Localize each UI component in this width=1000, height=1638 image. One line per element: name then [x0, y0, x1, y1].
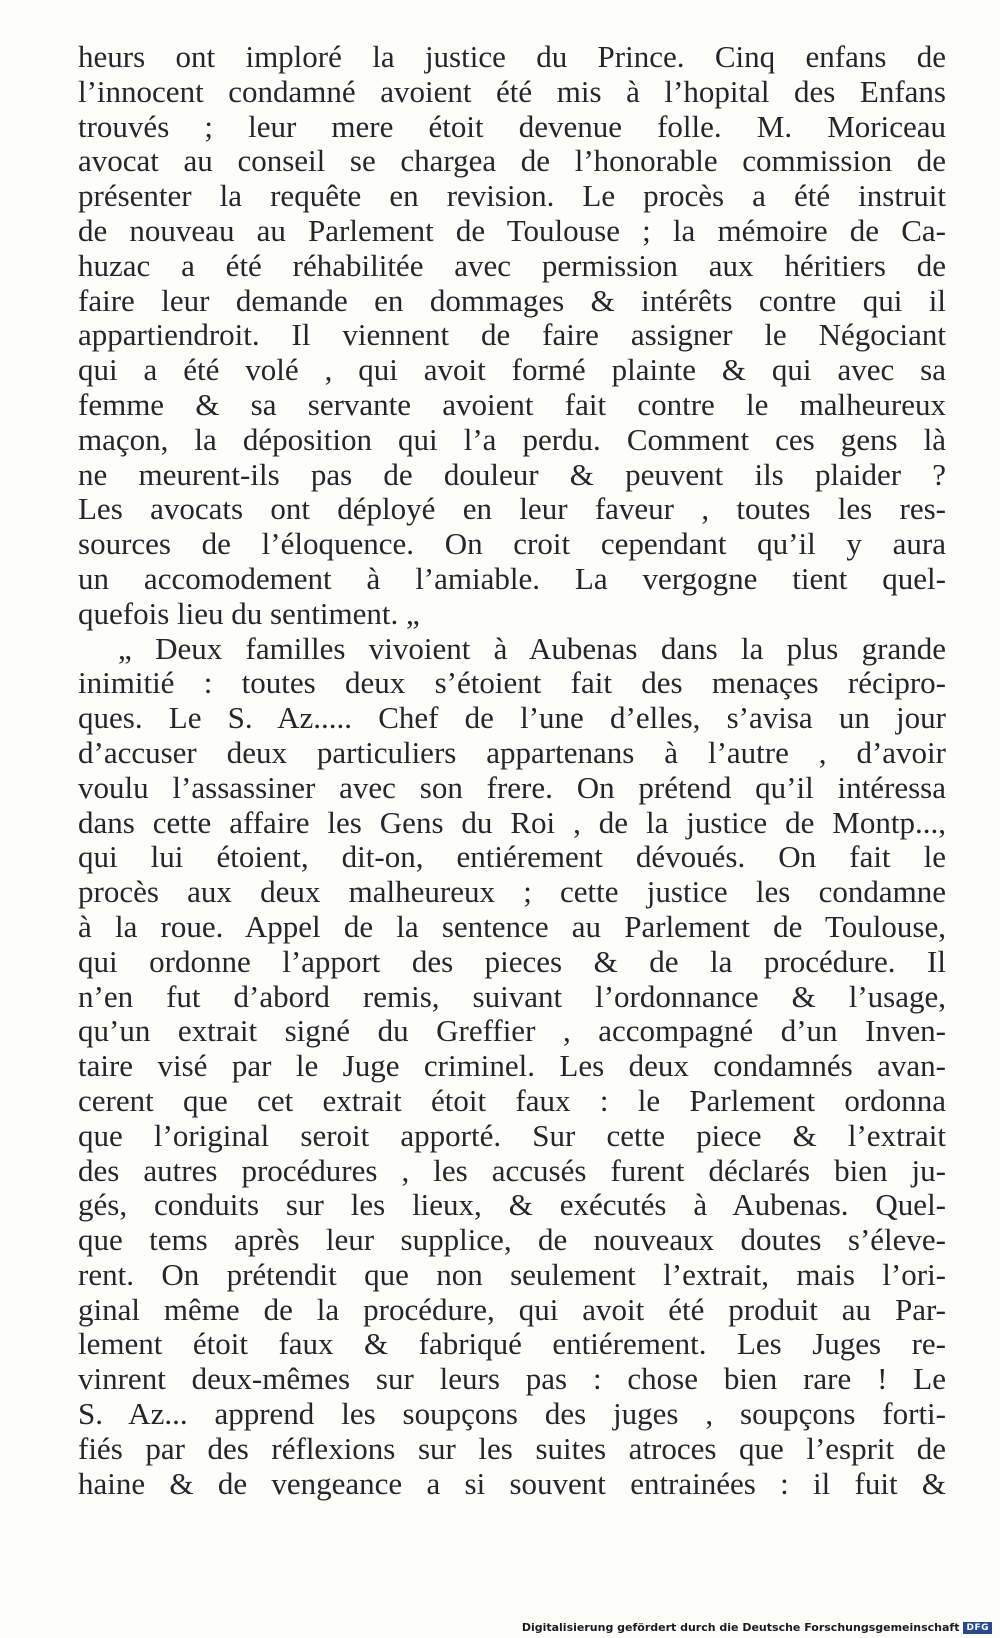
page-text	[78, 40, 946, 1501]
text-line: maçon, la déposition qui l’a perdu. Comment ces gens là	[78, 422, 946, 457]
text-line: n’en fut d’abord remis, suivant l’ordonnance & l’usage,	[78, 979, 946, 1014]
text-line: des autres procédures , les accusés furent déclarés bien ju-	[78, 1153, 946, 1188]
text-line: sources de l’éloquence. On croit cependant qu’il y aura	[78, 527, 946, 562]
text-line: quefois lieu du sentiment. „	[78, 596, 420, 631]
text-line: inimitié : toutes deux s’étoient fait des menaçes récipro-	[78, 666, 946, 701]
text-line: l’innocent condamné avoient été mis à l’hopital des Enfans	[78, 74, 946, 109]
text-line: que tems après leur supplice, de nouveaux doutes s’éleve-	[78, 1223, 946, 1258]
text-line: appartiendroit. Il viennent de faire assigner le Négociant	[78, 318, 946, 353]
text-line: d’accuser deux particuliers appartenans à l’autre , d’avoir	[78, 735, 946, 770]
text-line: faire leur demande en dommages & intérêts contre qui il	[78, 283, 946, 318]
text-line: qu’un extrait signé du Greffier , accompagné d’un Inven-	[78, 1014, 946, 1049]
text-line: S. Az... apprend les soupçons des juges , soupçons forti-	[78, 1397, 946, 1432]
text-line: huzac a été réhabilitée avec permission aux héritiers de	[78, 248, 946, 283]
text-line: un accomodement à l’amiable. La vergogne tient quel-	[78, 561, 946, 596]
text-line: femme & sa servante avoient fait contre le malheureux	[78, 387, 946, 422]
text-line: qui lui étoient, dit-on, entiérement dévoués. On fait le	[78, 840, 946, 875]
text-line: de nouveau au Parlement de Toulouse ; la mémoire de Ca-	[78, 213, 946, 248]
text-line: voulu l’assassiner avec son frere. On prétend qu’il intéressa	[78, 770, 946, 805]
text-line: fiés par des réflexions sur les suites atroces que l’esprit de	[78, 1431, 946, 1466]
text-line: ques. Le S. Az..... Chef de l’une d’elles, s’avisa un jour	[78, 701, 946, 736]
text-line: gés, conduits sur les lieux, & exécutés à Aubenas. Quel-	[78, 1188, 946, 1223]
text-line: „ Deux familles vivoient à Aubenas dans la plus grande	[118, 631, 946, 666]
text-line: cerent que cet extrait étoit faux : le Parlement ordonna	[78, 1083, 946, 1118]
text-line: avocat au conseil se chargea de l’honorable commission de	[78, 144, 946, 179]
text-line: lement étoit faux & fabriqué entiérement. Les Juges re-	[78, 1327, 946, 1362]
text-line: présenter la requête en revision. Le procès a été instruit	[78, 179, 946, 214]
text-line: que l’original seroit apporté. Sur cette piece & l’extrait	[78, 1118, 946, 1153]
digitization-credit	[522, 1621, 992, 1634]
text-line: Les avocats ont déployé en leur faveur , toutes les res-	[78, 492, 946, 527]
text-line: vinrent deux-mêmes sur leurs pas : chose bien rare ! Le	[78, 1362, 946, 1397]
text-line: dans cette affaire les Gens du Roi , de la justice de Montp...,	[78, 805, 946, 840]
text-line: taire visé par le Juge criminel. Les deux condamnés avan-	[78, 1049, 946, 1084]
text-line: heurs ont imploré la justice du Prince. Cinq enfans de	[78, 40, 946, 74]
text-line: qui ordonne l’apport des pieces & de la procédure. Il	[78, 944, 946, 979]
text-line: rent. On prétendit que non seulement l’extrait, mais l’ori-	[78, 1257, 946, 1292]
text-line: qui a été volé , qui avoit formé plainte & qui avec sa	[78, 353, 946, 388]
text-line: procès aux deux malheureux ; cette justice les condamne	[78, 875, 946, 910]
text-line: ne meurent-ils pas de douleur & peuvent ils plaider ?	[78, 457, 946, 492]
text-line: haine & de vengeance a si souvent entrainées : il fuit &	[78, 1466, 946, 1501]
credit-text: Digitalisierung gefördert durch die Deutsche Forschungsgemeinschaft	[521, 1621, 960, 1634]
text-line: ginal même de la procédure, qui avoit été produit au Par-	[78, 1292, 946, 1327]
text-line: trouvés ; leur mere étoit devenue folle. M. Moriceau	[78, 109, 946, 144]
text-line: à la roue. Appel de la sentence au Parlement de Toulouse,	[78, 909, 946, 944]
dfg-logo: DFG	[963, 1622, 992, 1634]
